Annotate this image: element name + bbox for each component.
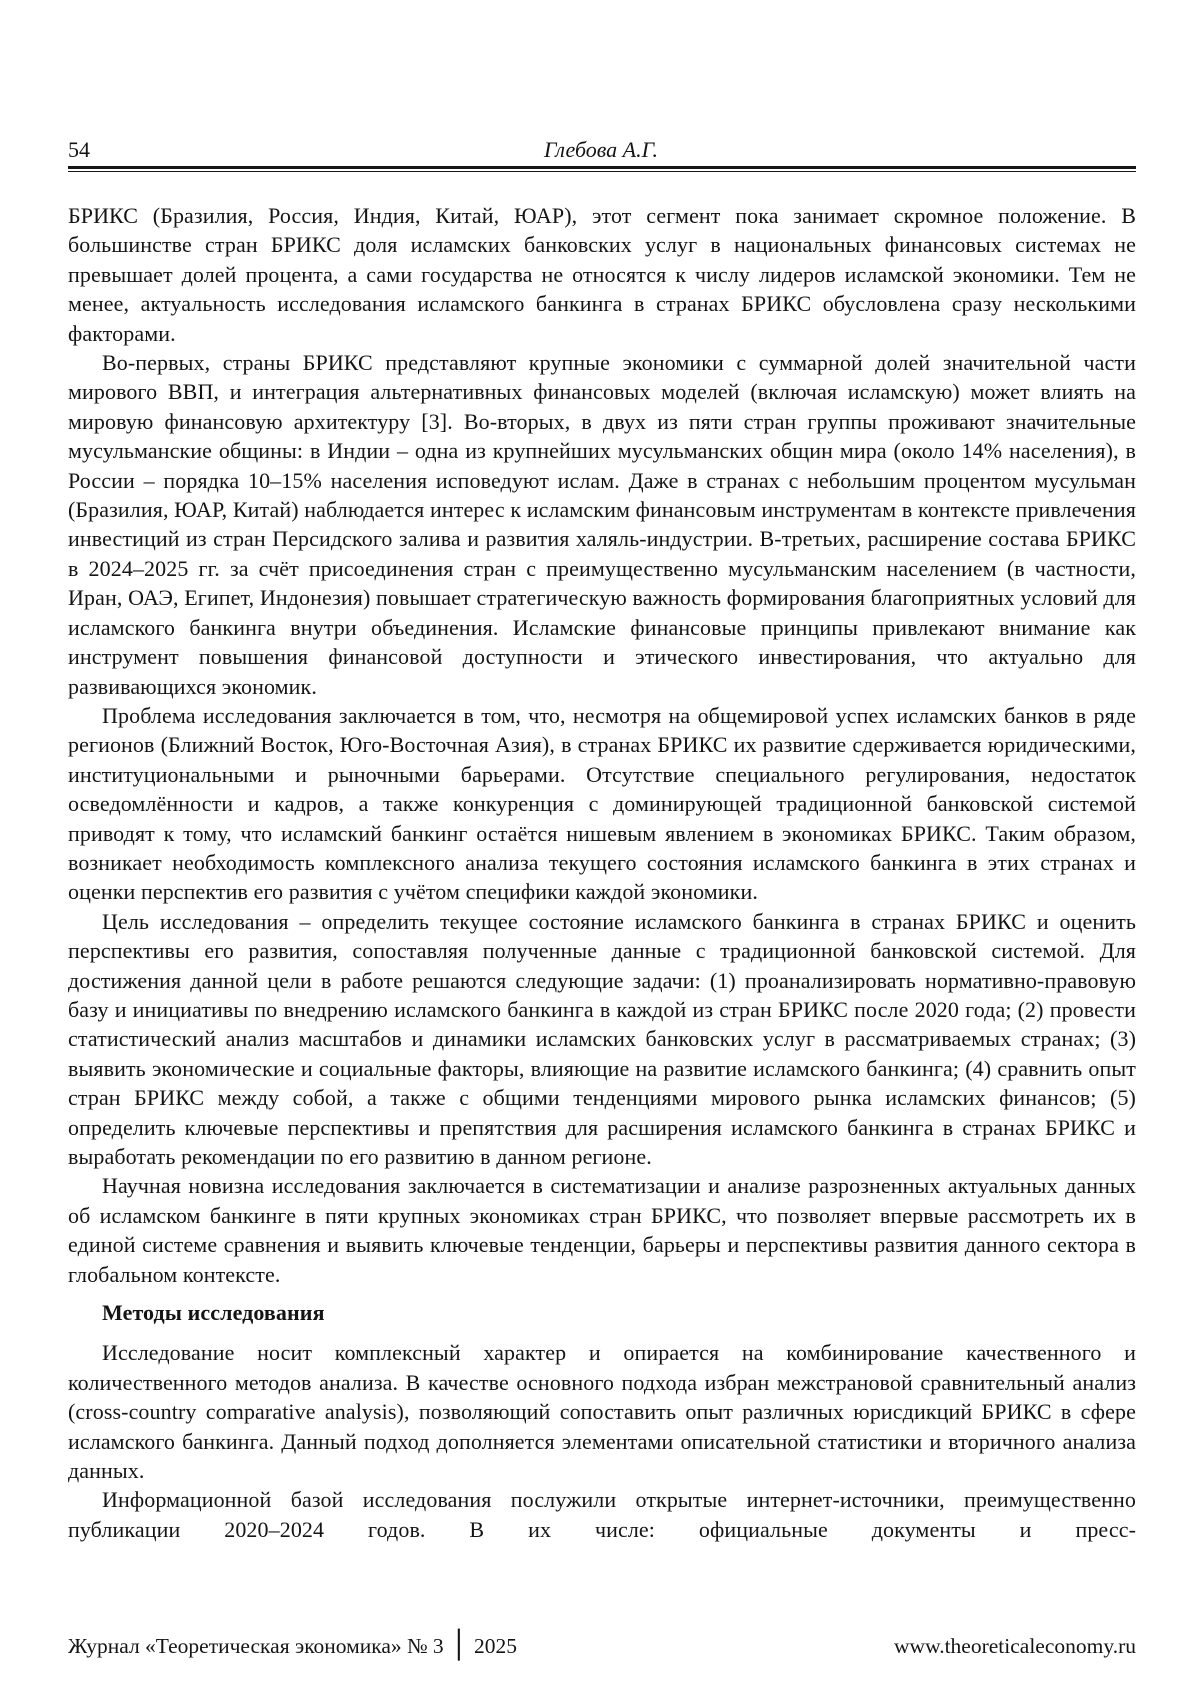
- paragraph-problem: Проблема исследования заключается в том, что, несмотря на общемировой успех исламских банков в ряде регионов (Ближний Восток, Юго-Восточная Азия), в странах БРИКС их развитие сдерживается юридическими, институциональными и рыночными барьерами. Отсутствие специального регулирования, недостаток осведомлённости и кадров, а также конкуренция с доминирующей традиционной банковской системой приводят к тому, что исламский банкинг остаётся нишевым явлением в экономиках БРИКС. Таким образом, возникает необходимость комплексного анализа текущего состояния исламского банкинга в этих странах и оценки перспектив его развития с учётом специфики каждой экономики.: [68, 702, 1136, 905]
- paragraph-brics-intro: БРИКС (Бразилия, Россия, Индия, Китай, ЮАР), этот сегмент пока занимает скромное положение. В большинстве стран БРИКС доля исламских банковских услуг в национальных финансовых системах не превышает долей процента, а сами государства не относятся к числу лидеров исламской экономики. Тем не менее, актуальность исследования исламского банкинга в странах БРИКС обусловлена сразу несколькими факторами.: [68, 203, 1136, 346]
- paragraph-methodology: Исследование носит комплексный характер и опирается на комбинирование качественного и количественного методов анализа. В качестве основного подхода избран межстрановой сравнительный анализ (cross-country comparative analysis), позволяющий сопоставить опыт различных юрисдикций БРИКС в сфере исламского банкинга. Данный подход дополняется элементами описательной статистики и вторичного анализа данных.: [68, 1340, 1136, 1484]
- footer-year: 2025: [473, 1634, 517, 1658]
- paragraph-information-base: Информационной базой исследования послужили открытые интернет-источники, преимущественно публикации 2020–2024 годов. В их числе: официальные документы и пресс-: [68, 1487, 1136, 1542]
- article-body: [68, 201, 1136, 1544]
- paragraph-factors: Во-первых, страны БРИКС представляют крупные экономики с суммарной долей значительной части мирового ВВП, и интеграция альтернативных финансовых моделей (включая исламскую) может влиять на мировую финансовую архитектуру [3]. Во-вторых, в двух из пяти стран группы проживают значительные мусульманские общины: в Индии – одна из крупнейших мусульманских общин мира (около 14% населения), в России – порядка 10–15% населения исповедуют ислам. Даже в странах с небольшим процентом мусульман (Бразилия, ЮАР, Китай) наблюдается интерес к исламским финансовым инструментам в контексте привлечения инвестиций из стран Персидского залива и развития халяль-индустрии. В-третьих, расширение состава БРИКС в 2024–2025 гг. за счёт присоединения стран с преимущественно мусульманским населением (в частности, Иран, ОАЭ, Египет, Индонезия) повышает стратегическую важность формирования благоприятных условий для исламского банкинга внутри объединения. Исламские финансовые принципы привлекают внимание как инструмент повышения финансовой доступности и этического инвестирования, что актуально для развивающихся экономик.: [68, 350, 1136, 699]
- footer-divider: │: [450, 1629, 467, 1661]
- header-rule: [68, 166, 1136, 172]
- footer-journal-info: [68, 1631, 517, 1661]
- page-footer: [68, 1631, 1136, 1661]
- paragraph-novelty: Научная новизна исследования заключается в систематизации и анализе разрозненных актуальных данных об исламском банкинге в пяти крупных экономиках стран БРИКС, что позволяет впервые рассмотреть их в единой системе сравнения и выявить ключевые тенденции, барьеры и перспективы развития данного сектора в глобальном контексте.: [68, 1173, 1136, 1287]
- running-title-author: Глебова А.Г.: [544, 137, 658, 162]
- footer-journal-title: Журнал «Теоретическая экономика» № 3: [68, 1634, 444, 1658]
- page-number: 54: [68, 137, 90, 162]
- page-header: [68, 136, 1136, 166]
- footer-journal-url: www.theoreticaleconomy.ru: [894, 1634, 1136, 1658]
- section-heading-methods: Методы исследования: [102, 1300, 325, 1326]
- paragraph-goal-tasks: Цель исследования – определить текущее состояние исламского банкинга в странах БРИКС и оценить перспективы его развития, сопоставляя полученные данные с традиционной банковской системой. Для достижения данной цели в работе решаются следующие задачи: (1) проанализировать нормативно-правовую базу и инициативы по внедрению исламского банкинга в каждой из стран БРИКС после 2020 года; (2) провести статистический анализ масштабов и динамики исламских банковских услуг в рассматриваемых странах; (3) выявить экономические и социальные факторы, влияющие на развитие исламского банкинга; (4) сравнить опыт стран БРИКС между собой, а также с общими тенденциями мирового рынка исламских финансов; (5) определить ключевые перспективы и препятствия для расширения исламского банкинга в странах БРИКС и выработать рекомендации по его развитию в данном регионе.: [68, 908, 1136, 1169]
